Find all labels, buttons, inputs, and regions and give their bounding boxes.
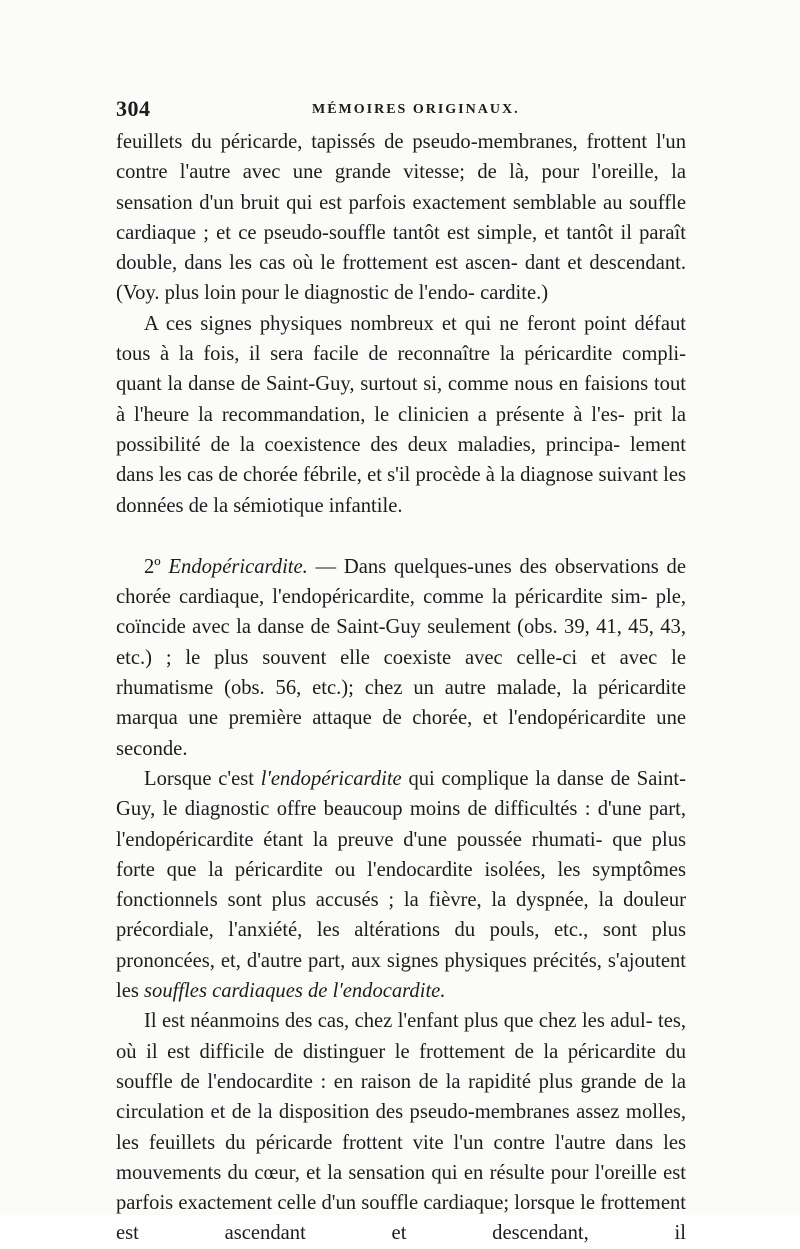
text-line: du souffle de l'endocardite : en raison de la rapidité plus grande xyxy=(116,1040,686,1093)
text-line: tous à la fois, il sera facile de reconnaître la péricardite compli- xyxy=(116,343,686,366)
text-line: cardite.) xyxy=(480,282,549,305)
text-line: part, l'endopéricardite étant la preuve d'une poussée rhumati- xyxy=(116,798,686,851)
text-line: résulte pour l'oreille est parfois exactement celle d'un souffle xyxy=(116,1161,686,1215)
text-line: précités, s'ajoutent les xyxy=(116,949,686,1003)
page-header xyxy=(116,96,686,126)
text-line: souffle cardiaque ; et ce pseudo-souffle tantôt est simple, et xyxy=(116,191,686,244)
text-line: Guy, le diagnostic offre beaucoup moins de difficultés : d'une xyxy=(116,798,642,821)
text-line: chorée cardiaque, l'endopéricardite, comme la péricardite sim- xyxy=(116,586,648,609)
emphasis-term: souffles cardiaques de l'endocardite. xyxy=(144,980,446,1003)
text-line: lement dans les cas de chorée fébrile, et s'il procède à la diagnose xyxy=(116,433,686,487)
text-line: une seconde. xyxy=(116,707,686,760)
paragraph-pericarditis-diagnosis xyxy=(116,309,686,521)
text-line: sont plus prononcées, et, d'autre part, aux signes physiques xyxy=(116,919,686,972)
text-line: rhumatisme (obs. 56, etc.); chez un autre malade, la péricardite xyxy=(116,677,686,700)
text-line: de la circulation et de la disposition des pseudo-membranes xyxy=(116,1070,687,1124)
paragraph-endopericarditis-section xyxy=(116,552,686,764)
paragraph-continuation xyxy=(116,127,686,309)
text-line: tantôt il paraît double, dans les cas où le frottement est ascen- xyxy=(116,221,686,275)
emphasis-term: l'endopéricardite xyxy=(260,767,402,790)
text-line: assez molles, les feuillets du péricarde frottent vite l'un contre xyxy=(116,1101,686,1154)
text-line: cardiaque; lorsque le frottement est ascendant et descendant, il xyxy=(116,1192,686,1245)
running-title: MÉMOIRES ORIGINAUX. xyxy=(312,102,520,117)
text-line: suivant les données de la sémiotique infantile. xyxy=(116,464,687,517)
text-line: Il est néanmoins des cas, chez l'enfant plus que chez les adul- xyxy=(144,1010,653,1033)
section-number: 2º xyxy=(144,555,169,578)
text-line: Lorsque c'est xyxy=(144,767,261,790)
text-line: ple, coïncide avec la danse de Saint-Guy seulement (obs. 39, 41, xyxy=(116,586,686,639)
text-line: tes, où il est difficile de distinguer le frottement de la péricardite xyxy=(116,1010,686,1063)
text-line: que plus forte que la péricardite ou l'endocardite isolées, les xyxy=(116,828,687,881)
paragraph-differential-diagnosis xyxy=(116,1006,686,1248)
text-line: feuillets du péricarde, tapissés de pseudo-membranes, frottent xyxy=(116,131,648,153)
text-line: tout à l'heure la recommandation, le clinicien a présente à l'es- xyxy=(116,373,686,426)
text-line: quant la danse de Saint-Guy, surtout si, comme nous en faisions xyxy=(116,373,649,396)
text-line: l'autre dans les mouvements du cœur, et la sensation qui en xyxy=(116,1131,686,1184)
text-line: la douleur précordiale, l'anxiété, les altérations du pouls, etc., xyxy=(116,889,687,942)
text-line: l'un contre l'autre avec une grande vitesse; de là, pour l'oreille, xyxy=(116,131,686,184)
text-line: 45, 43, etc.) ; le plus souvent elle coexiste avec celle-ci et avec le xyxy=(116,616,686,669)
text-line: A ces signes physiques nombreux et qui ne feront point défaut xyxy=(144,312,686,335)
text-line: prit la possibilité de la coexistence des deux maladies, principa- xyxy=(116,403,687,456)
text-line: la sensation d'un bruit qui est parfois exactement semblable au xyxy=(116,161,686,214)
text-line: marqua une première attaque de chorée, et l'endopéricardite xyxy=(116,707,646,730)
text-line: — Dans quelques-unes des observations de xyxy=(307,555,686,578)
page-number: 304 xyxy=(116,96,151,121)
page-body xyxy=(116,127,686,1249)
paragraph-endopericarditis-diagnosis xyxy=(116,764,686,1006)
section-heading: Endopéricardite. xyxy=(168,555,308,578)
text-line: qui complique la danse de Saint- xyxy=(401,767,686,790)
text-line: dant et descendant. (Voy. plus loin pour le diagnostic de l'endo- xyxy=(116,252,687,305)
text-line: symptômes fonctionnels sont plus accusés ; la fièvre, la dyspnée, xyxy=(116,858,686,912)
